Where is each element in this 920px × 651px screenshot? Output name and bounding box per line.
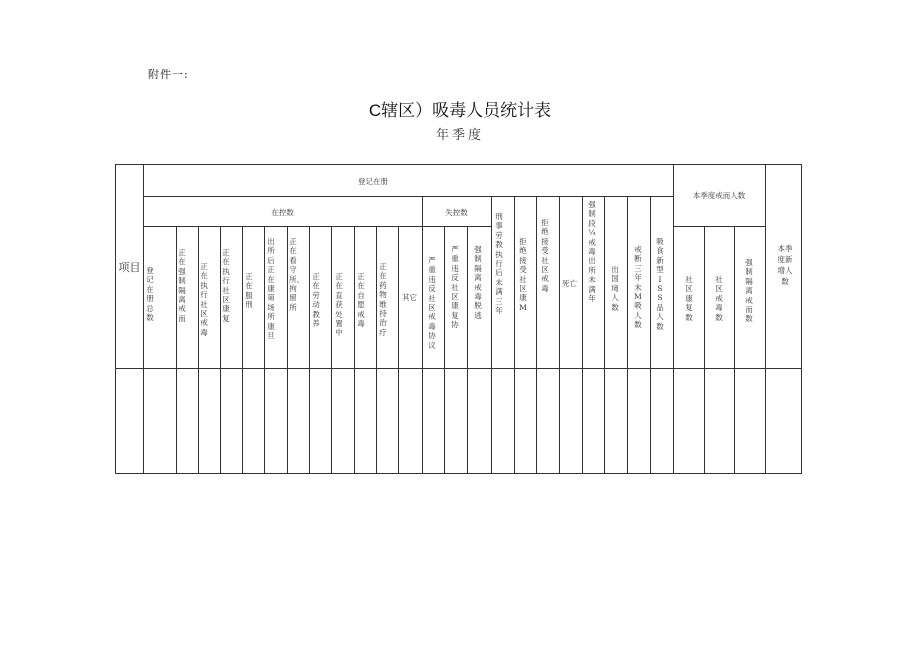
- col-line-5: [264, 226, 265, 474]
- col-header-voluntary-rehab: 正在自愿戒毒: [357, 272, 365, 329]
- col-new-header: 本季度新增人数: [777, 244, 793, 286]
- col-line-12: [422, 196, 423, 474]
- col-header-released-under-year: 强制段¼戒毒出所未满年: [588, 200, 596, 304]
- col-line-19: [582, 196, 583, 474]
- col-line-16: [514, 196, 515, 474]
- col-line-15: [491, 196, 492, 474]
- row-header-item: 项目: [118, 261, 141, 274]
- col-line-4: [242, 226, 243, 474]
- col-line-18: [559, 196, 560, 474]
- col-header-being-processed: 正在直获处置中: [335, 272, 343, 338]
- page-subtitle: 年季度: [435, 128, 484, 143]
- col-header-labor-education: 正在劳动教养: [312, 272, 320, 329]
- col-line-23: [673, 164, 674, 474]
- group-lost-header: 失控数: [445, 208, 468, 217]
- row-line-quit: [673, 226, 765, 227]
- col-line-24: [704, 226, 705, 474]
- col-header-serving-sentence: 正在服刑: [245, 272, 253, 310]
- col-header-methadone: 正在药物维持治疗: [379, 262, 387, 337]
- col-line-3: [220, 226, 221, 474]
- col-header-isolation-quit-count: 强制隔离戒而数: [745, 258, 753, 324]
- col-line-20: [604, 196, 605, 474]
- col-line-2: [198, 226, 199, 474]
- col-line-17: [536, 196, 537, 474]
- col-header-community-rehab-exec: 正在执行社区戒毒: [200, 262, 208, 337]
- col-line-26: [765, 164, 766, 474]
- col-line-14: [467, 226, 468, 474]
- col-line-8: [331, 226, 332, 474]
- row-line-data: [115, 368, 802, 369]
- col-header-other: 其它: [402, 293, 417, 302]
- col-line-22: [650, 196, 651, 474]
- col-header-post-release-recovery: 出所后正在康第场所康旦: [267, 237, 275, 341]
- col-line-9: [354, 226, 355, 474]
- attachment-label: 附件一:: [148, 68, 189, 81]
- col-header-new-drug-users: 吸食新型ISS品人数: [656, 237, 664, 331]
- col-line-1: [176, 226, 177, 474]
- row-line-controlled: [143, 226, 491, 227]
- col-line-25: [734, 226, 735, 474]
- col-header-refuse-rehab: 拒绝接受社区戒毒: [541, 218, 549, 293]
- col-header-violate-rehab-agreement: 严重违反社区戒毒协议: [428, 256, 436, 350]
- col-header-violate-recovery-agreement: 严重违反社区康复协: [451, 245, 459, 330]
- col-header-escaped-isolation: 强制隔离戒毒脱逃: [474, 245, 482, 320]
- group-controlled-header: 在控数: [271, 208, 294, 217]
- row-line-registered: [143, 196, 673, 197]
- group-registered-header: 登记在册: [358, 177, 388, 186]
- col-header-community-recovery-exec: 正在执行社区康复: [222, 248, 230, 323]
- group-quarter-quit-header: 本季度戒而人数: [692, 191, 746, 200]
- col-header-community-rehab-count: 社区戒毒数: [715, 275, 723, 322]
- col-line-10: [376, 226, 377, 474]
- col-header-refuse-recovery: 拒绝接受社区康M: [519, 237, 527, 312]
- col-line-6: [287, 226, 288, 474]
- col-header-detention: 正在看守所、拘留所: [289, 237, 304, 312]
- col-header-compulsory-isolation: 正在强制隔离戒而: [178, 248, 186, 323]
- col-line-11: [398, 226, 399, 474]
- col-line-7: [309, 226, 310, 474]
- col-line-21: [627, 196, 628, 474]
- col-header-abroad: 出国境人数: [611, 265, 619, 312]
- col-line-13: [444, 226, 445, 474]
- col-header-deceased: 死亡: [562, 279, 577, 288]
- col-header-community-recovery-count: 社区康复数: [685, 275, 693, 322]
- col-header-criminal-under-3yr: 刑事劳教执行后未满三年: [495, 212, 503, 316]
- col-header-registered-total: 登记在册总数: [146, 266, 154, 323]
- col-header-abstinent-3yr: 戒断三年未M吸人数: [634, 245, 642, 330]
- page-title: C辖区）吸毒人员统计表: [368, 101, 552, 120]
